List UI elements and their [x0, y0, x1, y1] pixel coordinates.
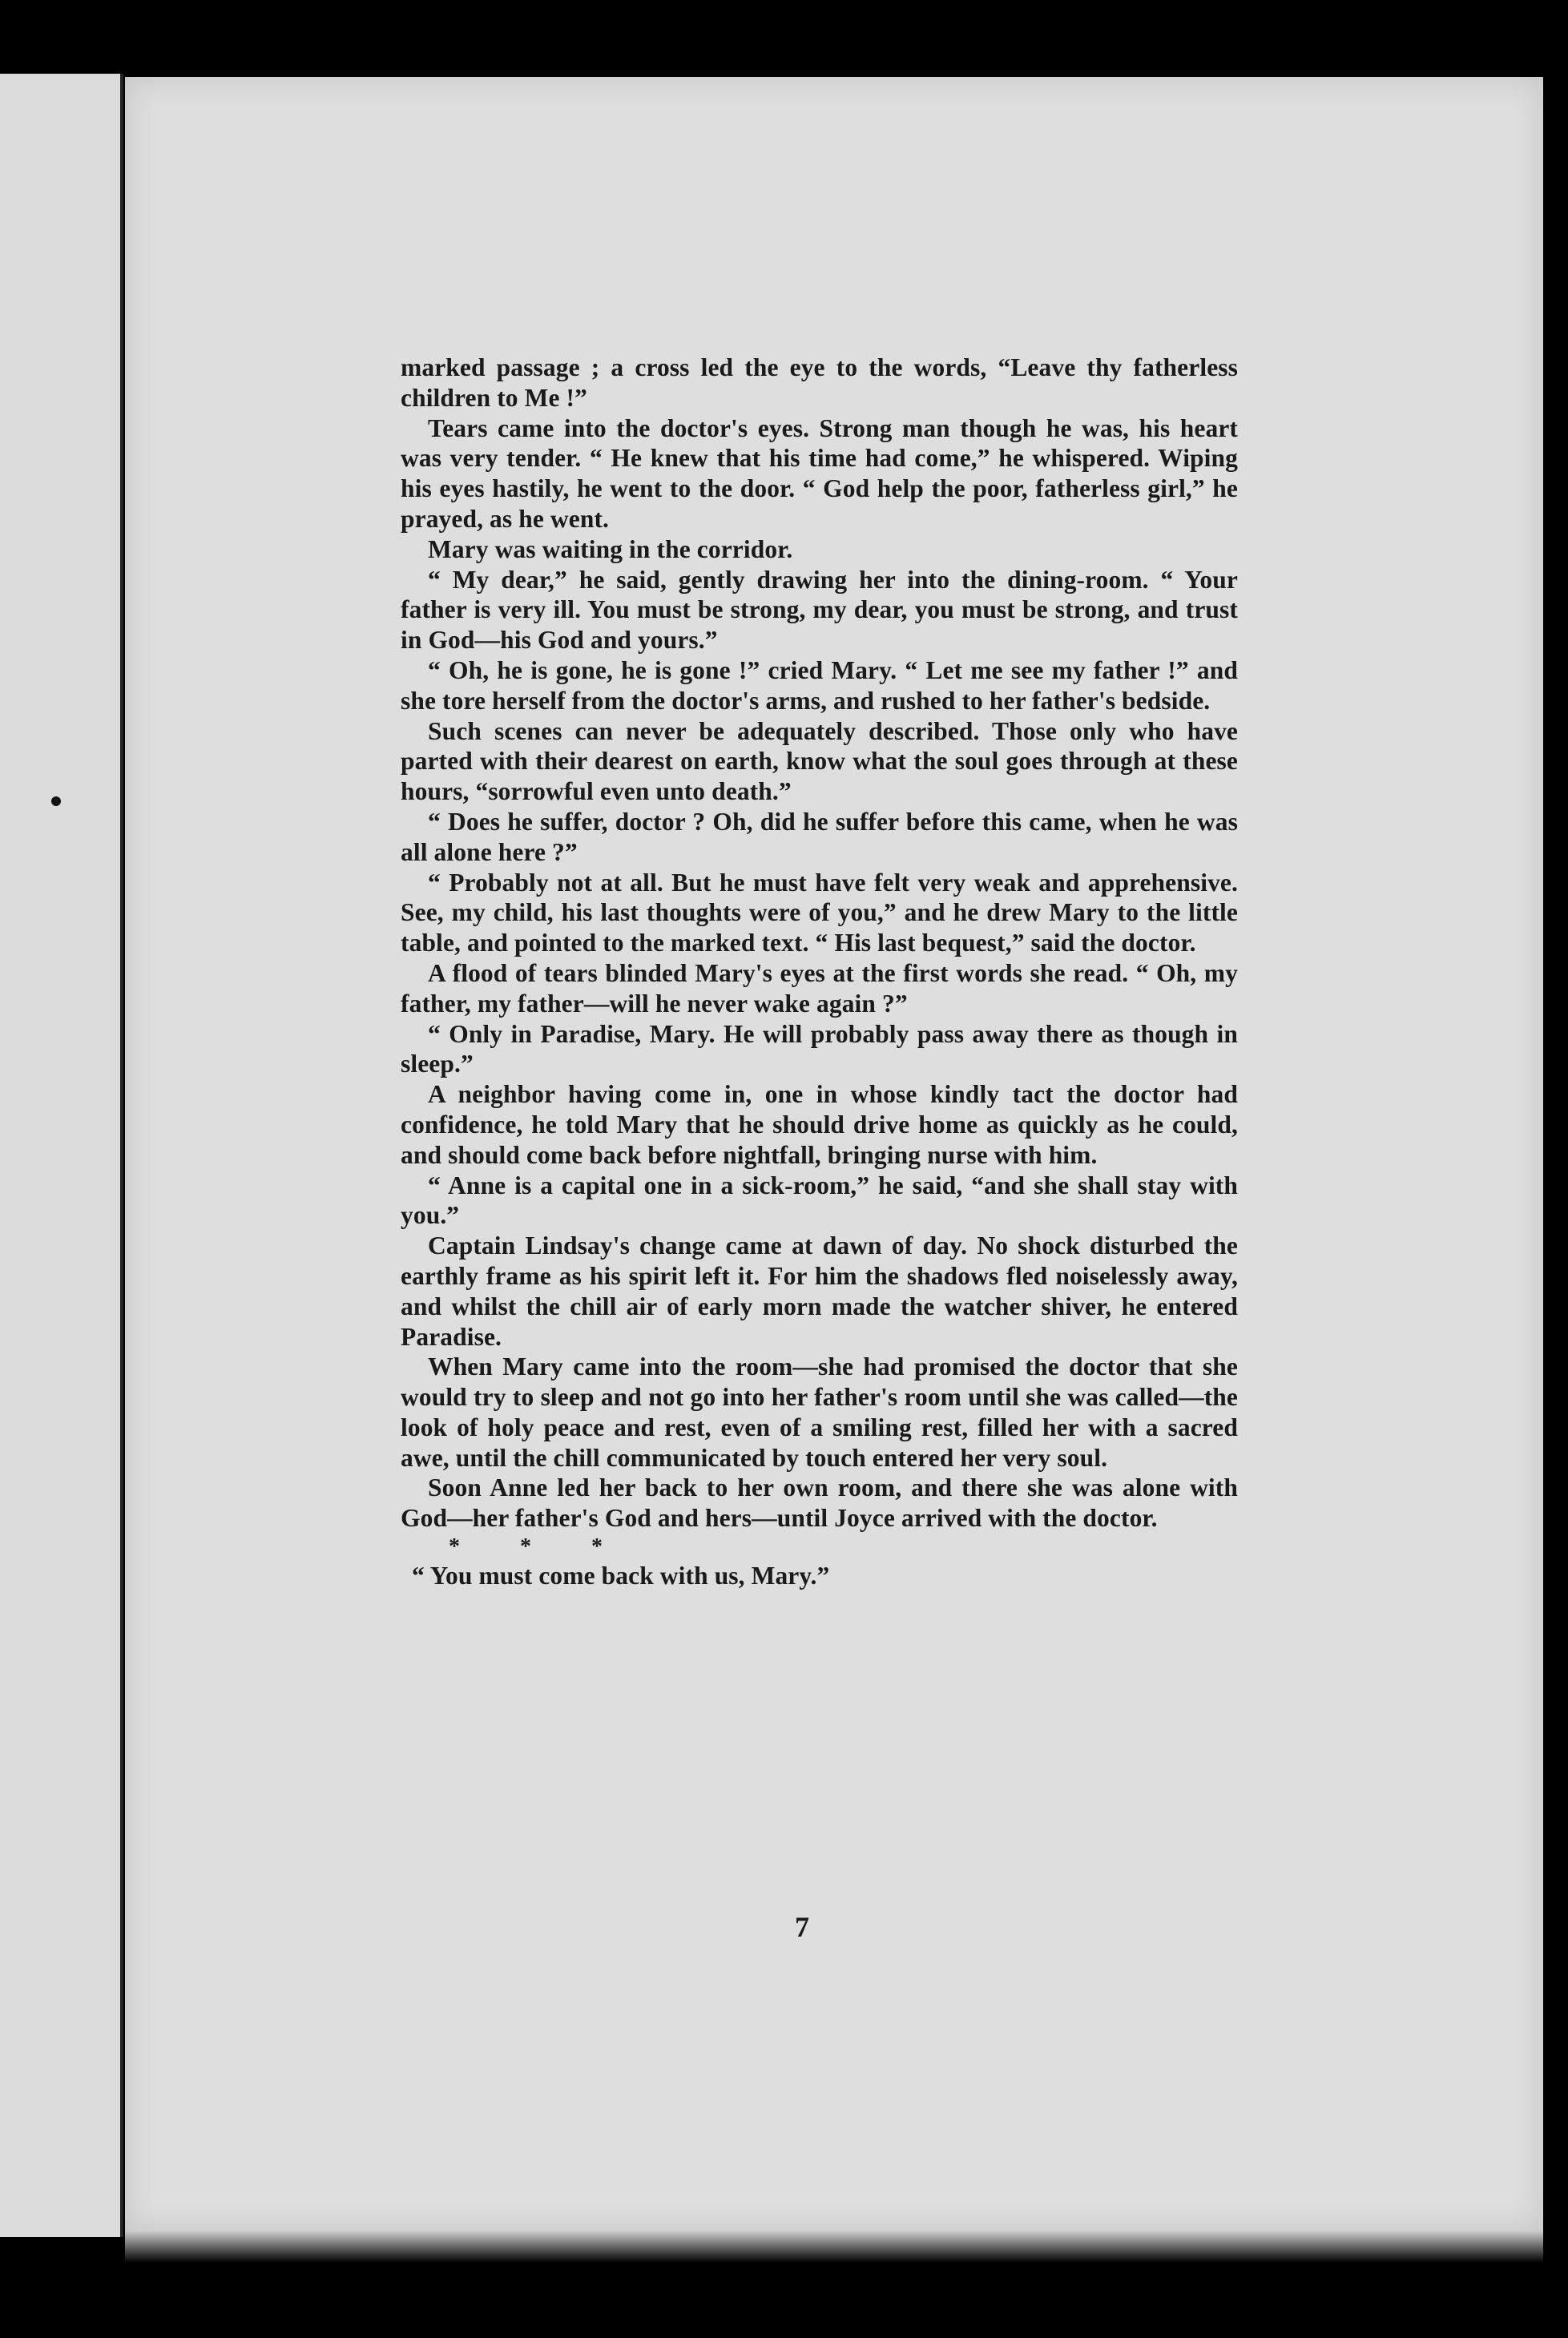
paragraph: Captain Lindsay's change came at dawn of day. No shock disturbed the earthly frame as his spirit left it. For him the shadows fled noiselessly away, and whilst the chill air of early morn made the watcher shiver, he entered Paradise.	[401, 1231, 1238, 1351]
page-number: 7	[795, 1911, 809, 1943]
paragraph: “ My dear,” he said, gently drawing her into the dining-room. “ Your father is very ill. You must be strong, my dear, you must be strong, and trust in God—his God and yours.”	[401, 565, 1238, 655]
paragraph: Mary was waiting in the corridor.	[428, 534, 793, 563]
paragraph: Such scenes can never be adequately described. Those only who have parted with their dearest on earth, know what the soul goes through at these hours, “sorrowful even unto death.”	[401, 716, 1238, 806]
section-separator: * * *	[449, 1534, 630, 1560]
paragraph: A flood of tears blinded Mary's eyes at the first words she read. “ Oh, my father, my father—will he never wake again ?”	[401, 958, 1238, 1018]
page-bottom-edge	[125, 2231, 1543, 2263]
paragraph: “ Only in Paradise, Mary. He will probably pass away there as though in sleep.”	[401, 1019, 1238, 1078]
paragraph: A neighbor having come in, one in whose kindly tact the doctor had confidence, he told Mary that he should drive home as quickly as he could, and should come back before nightfall, bringing nurse with him.	[401, 1080, 1238, 1169]
ink-speck	[51, 796, 61, 806]
paragraph: Tears came into the doctor's eyes. Strong man though he was, his heart was very tender. “ He knew that his time had come,” he whispered. Wiping his eyes hastily, he went to the door. “ God help the poor, fatherless girl,” he prayed, as he went.	[401, 413, 1238, 533]
paragraph: marked passage ; a cross led the eye to the words, “Leave thy fatherless children to Me !”	[401, 353, 1238, 412]
closing-line: “ You must come back with us, Mary.”	[412, 1562, 830, 1590]
paragraph: “ Probably not at all. But he must have felt very weak and apprehensive. See, my child, his last thoughts were of you,” and he drew Mary to the little table, and pointed to the marked text. “ His last bequest,” said the doctor.	[401, 868, 1238, 957]
paragraph: “ Anne is a capital one in a sick-room,” he said, “and she shall stay with you.”	[401, 1171, 1238, 1230]
left-page-edge	[0, 74, 123, 2237]
paragraph: “ Does he suffer, doctor ? Oh, did he suffer before this came, when he was all alone here ?”	[401, 807, 1238, 866]
paragraph: When Mary came into the room—she had promised the doctor that she would try to sleep and not go into her father's room until she was called—the look of holy peace and rest, even of a smiling rest, filled her with a sacred awe, until the chill communicated by touch entered her very soul.	[401, 1352, 1238, 1472]
paragraph: Soon Anne led her back to her own room, and there she was alone with God—her father's God and hers—until Joyce arrived with the doctor.	[401, 1473, 1238, 1533]
body-text	[401, 353, 1238, 1591]
paragraph: “ Oh, he is gone, he is gone !” cried Mary. “ Let me see my father !” and she tore herself from the doctor's arms, and rushed to her father's bedside.	[401, 655, 1238, 715]
